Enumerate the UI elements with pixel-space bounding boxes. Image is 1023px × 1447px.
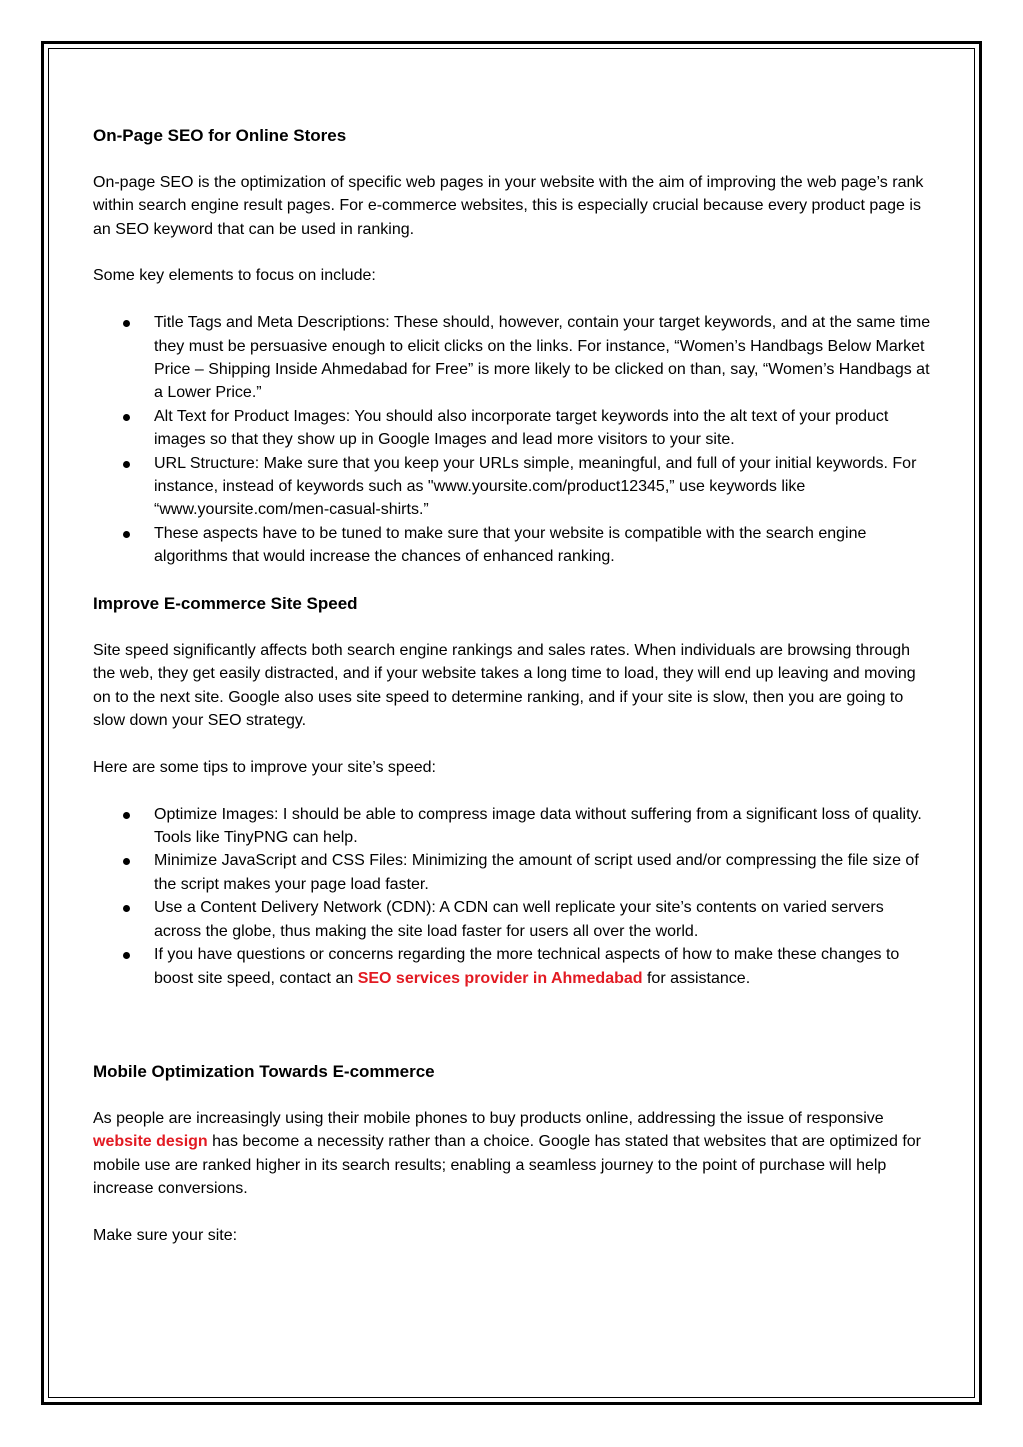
speed-tips-list <box>93 803 935 990</box>
key-elements-list <box>93 311 935 568</box>
section-heading-site-speed: Improve E-commerce Site Speed <box>93 594 358 614</box>
list-item-text: These aspects have to be tuned to make sure that your website is compatible with the search engine algorithms that would increase the chances of enhanced ranking. <box>154 524 867 566</box>
bullet-icon <box>123 414 130 421</box>
list-item-text-before-link: If you have questions or concerns regarding the more technical aspects of how to make these changes to boost site speed, contact an <box>154 946 900 987</box>
list-item <box>154 849 935 896</box>
paragraph-speed-tips-lead: Here are some tips to improve your site’s speed: <box>93 758 436 776</box>
list-item-text: Use a Content Delivery Network (CDN): A CDN can well replicate your site’s contents on varied servers across the globe, thus making the site load faster for users all over the world. <box>154 899 884 940</box>
seo-services-link[interactable]: SEO services provider in Ahmedabad <box>357 969 643 987</box>
paragraph-site-speed-intro: Site speed significantly affects both search engine rankings and sales rates. When individuals are browsing through the web, they get easily distracted, and if your website takes a long time to load, they will end up leaving and moving on to the next site. Google also uses site speed to determine ranking, and if your site is slow, then you are going to slow down your SEO strategy. <box>93 641 916 730</box>
bullet-icon <box>123 905 130 912</box>
paragraph-text-after-link: has become a necessity rather than a choice. Google has stated that websites that are optimized for mobile use are ranked higher in its search results; enabling a seamless journey to the point of purchase will help increase conversions. <box>93 1133 921 1198</box>
bullet-icon <box>123 812 130 819</box>
paragraph-make-sure-lead: Make sure your site: <box>93 1226 238 1244</box>
paragraph-mobile-optimization-intro <box>93 1107 935 1201</box>
bullet-icon <box>123 320 130 327</box>
section-spacer <box>93 1013 935 1060</box>
section-heading-on-page-seo: On-Page SEO for Online Stores <box>93 126 347 145</box>
section-heading-mobile-optimization: Mobile Optimization Towards E-commerce <box>93 1062 435 1082</box>
list-item <box>154 311 935 405</box>
paragraph-on-page-seo-intro: On-page SEO is the optimization of specific web pages in your website with the aim of improving the web page’s rank within search engine result pages. For e-commerce websites, this is especially crucial because every product page is an SEO keyword that can be used in ranking. <box>93 173 924 238</box>
bullet-icon <box>123 858 130 865</box>
list-item <box>154 405 935 452</box>
list-item-text: Title Tags and Meta Descriptions: These should, however, contain your target keywords, and at the same time they must be persuasive enough to elicit clicks on the links. For instance, “Women’s Handbags Below Market Price – Shipping Inside Ahmedabad for Free” is more likely to be clicked on than, say, “Women’s Handbags at a Lower Price.” <box>154 314 931 402</box>
list-item-text: Alt Text for Product Images: You should also incorporate target keywords into the alt text of your product images so that they show up in Google Images and lead more visitors to your site. <box>154 407 889 449</box>
list-item-text: Minimize JavaScript and CSS Files: Minimizing the amount of script used and/or compressing the file size of the script makes your page load faster. <box>154 852 919 893</box>
list-item <box>154 943 935 990</box>
website-design-link[interactable]: website design <box>93 1133 208 1151</box>
list-item-text: URL Structure: Make sure that you keep your URLs simple, meaningful, and full of your initial keywords. For instance, instead of keywords such as "www.yoursite.com/product12345,” use keywords like “www.yoursite.com/men-casual-shirts.” <box>154 454 917 519</box>
list-item <box>154 803 935 850</box>
bullet-icon <box>123 461 130 468</box>
paragraph-text-before-link: As people are increasingly using their mobile phones to buy products online, addressing the issue of responsive <box>93 1109 884 1127</box>
list-item-text: Optimize Images: I should be able to compress image data without suffering from a significant loss of quality. Tools like TinyPNG can help. <box>154 805 922 847</box>
list-item-text-after-link: for assistance. <box>642 969 751 987</box>
list-item <box>154 522 935 569</box>
list-item <box>154 896 935 943</box>
bullet-icon <box>123 952 130 959</box>
paragraph-key-elements-lead: Some key elements to focus on include: <box>93 267 376 285</box>
list-item <box>154 452 935 522</box>
document-body <box>93 124 935 1271</box>
bullet-icon <box>123 531 130 538</box>
